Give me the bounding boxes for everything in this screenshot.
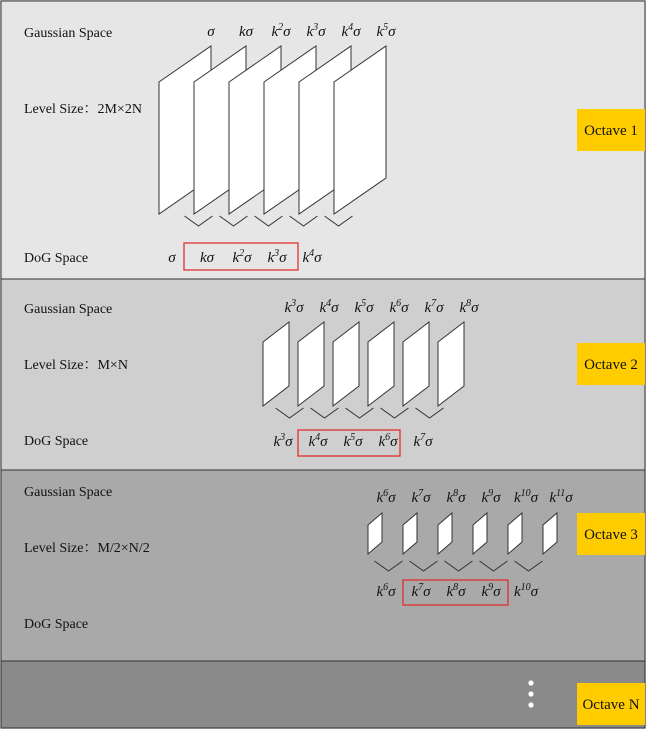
gaussian-scale-label: $k^2\sigma$ (271, 22, 291, 40)
octave-1-dog-label: DoG Space (24, 251, 89, 266)
octave-n-badge-label: Octave N (582, 697, 640, 713)
gaussian-scale-label: $k^3\sigma$ (284, 298, 304, 316)
gaussian-scale-label: $k^8\sigma$ (459, 298, 479, 316)
octave-1-panel (1, 1, 645, 279)
gaussian-scale-label: $k^6\sigma$ (389, 298, 409, 316)
octave-3-gaussian-label: Gaussian Space (24, 485, 113, 500)
gaussian-scale-label: $k^4\sigma$ (341, 22, 361, 40)
dog-scale-label: $k^5\sigma$ (343, 432, 363, 450)
gaussian-scale-label: $k^7\sigma$ (424, 298, 444, 316)
gaussian-scale-label: $k^6\sigma$ (376, 488, 396, 506)
octave-1-level-size: Level Size：2M×2N (24, 102, 142, 117)
gaussian-scale-label: $k^5\sigma$ (354, 298, 374, 316)
gaussian-scale-label: $k^3\sigma$ (306, 22, 326, 40)
dog-scale-label: $k^6\sigma$ (378, 432, 398, 450)
gaussian-scale-label: $k^7\sigma$ (411, 488, 431, 506)
octave-3-panel (1, 470, 645, 661)
octave-3-level-size: Level Size：M/2×N/2 (24, 541, 150, 556)
dog-scale-label: $k^{10}\sigma$ (513, 582, 539, 600)
dog-scale-label: $k^7\sigma$ (411, 582, 431, 600)
octave-n-panel (1, 661, 645, 728)
gaussian-scale-label: kσ (238, 24, 254, 40)
dog-scale-label: $k^4\sigma$ (302, 248, 322, 266)
octave-1-gaussian-planes (159, 46, 386, 214)
octave-1-gaussian-label: Gaussian Space (24, 26, 113, 41)
dog-scale-label: $k^3\sigma$ (267, 248, 287, 266)
gaussian-scale-label: $k^5\sigma$ (376, 22, 396, 40)
dog-scale-label: $k^9\sigma$ (481, 582, 501, 600)
gaussian-scale-label: $k^9\sigma$ (481, 488, 501, 506)
gaussian-scale-label: $k^{11}\sigma$ (549, 488, 573, 506)
gaussian-scale-label: $k^4\sigma$ (319, 298, 339, 316)
octave-n-background (1, 661, 645, 728)
octave-2-level-size: Level Size：M×N (24, 358, 128, 373)
octave-3-badge-label: Octave 3 (584, 527, 638, 543)
dog-scale-label: $k^8\sigma$ (446, 582, 466, 600)
octave-2-panel (1, 279, 645, 470)
gaussian-scale-label: $k^8\sigma$ (446, 488, 466, 506)
dog-scale-label: $k^6\sigma$ (376, 582, 396, 600)
gaussian-scale-label: σ (207, 24, 215, 40)
dog-scale-label: $k^7\sigma$ (413, 432, 433, 450)
gaussian-scale-label: $k^{10}\sigma$ (513, 488, 539, 506)
octave-2-gaussian-label: Gaussian Space (24, 302, 113, 317)
dog-scale-label: $k^2\sigma$ (232, 248, 252, 266)
dog-scale-label: $k^4\sigma$ (308, 432, 328, 450)
octave-3-dog-label: DoG Space (24, 617, 89, 632)
dog-scale-label: kσ (199, 250, 215, 266)
dog-scale-label: σ (168, 250, 176, 266)
vertical-ellipsis-icon (528, 680, 533, 707)
octave-2-badge-label: Octave 2 (584, 357, 638, 373)
octave-1-badge-label: Octave 1 (584, 123, 638, 139)
octave-2-dog-label: DoG Space (24, 434, 89, 449)
dog-scale-label: $k^3\sigma$ (273, 432, 293, 450)
